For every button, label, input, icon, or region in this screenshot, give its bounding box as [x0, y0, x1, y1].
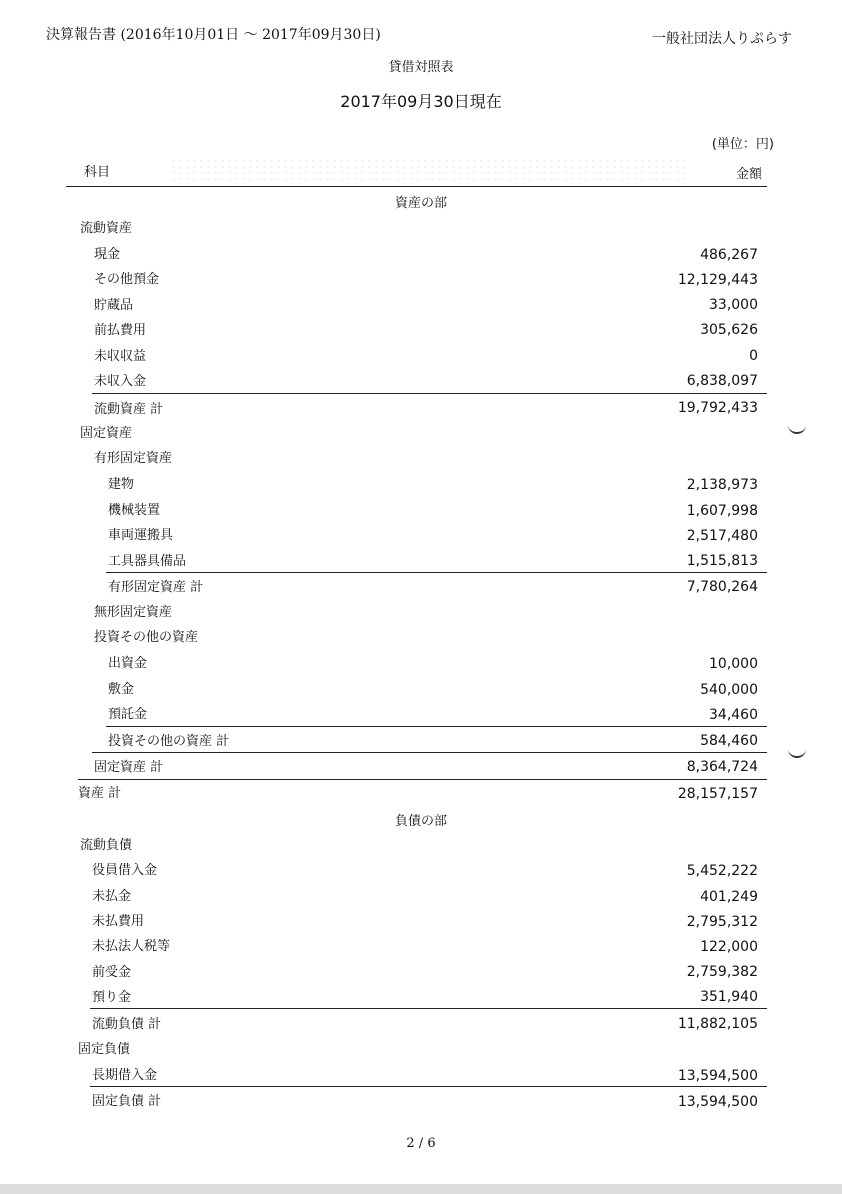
column-header-subject: 科目: [84, 165, 111, 180]
subtotal-rule: [106, 726, 767, 727]
page-number: 2 / 6: [406, 1136, 436, 1151]
row-amount: 28,157,157: [677, 786, 758, 802]
table-row: [0, 730, 842, 750]
row-label: 役員借入金: [92, 863, 158, 878]
table-row: [0, 652, 842, 672]
total-rule: [78, 779, 767, 780]
row-amount: 2,138,973: [686, 477, 758, 493]
row-label: 未収収益: [94, 349, 147, 364]
row-amount: 2,517,480: [686, 528, 758, 544]
row-label: 有形固定資産 計: [108, 580, 204, 595]
row-label: その他預金: [94, 272, 160, 287]
row-amount: 1,515,813: [686, 553, 758, 569]
table-row: [0, 268, 842, 288]
row-label: 建物: [108, 477, 135, 492]
row-amount: 33,000: [709, 297, 758, 313]
row-amount: 351,940: [700, 989, 758, 1005]
header-rule: [66, 186, 767, 187]
row-label: 流動負債 計: [92, 1017, 162, 1032]
table-row: [0, 217, 842, 237]
row-label: 前払費用: [94, 323, 147, 338]
section-liabilities: 負債の部: [394, 814, 447, 829]
row-amount: 13,594,500: [677, 1094, 758, 1110]
organization-name: 一般社団法人りぷらす: [652, 31, 792, 47]
table-row: [0, 345, 842, 365]
table-row: [0, 1013, 842, 1033]
row-label: 流動資産: [80, 221, 133, 236]
row-label: 出資金: [108, 656, 148, 671]
table-row: [0, 601, 842, 621]
row-label: 未払費用: [92, 914, 145, 929]
table-row: [0, 986, 842, 1006]
document-date: 2017年09月30日現在: [340, 92, 502, 111]
table-row: [0, 370, 842, 390]
table-row: [0, 243, 842, 263]
row-label: 未収入金: [94, 374, 147, 389]
row-amount: 1,607,998: [686, 503, 758, 519]
subtotal-rule: [90, 1008, 767, 1009]
table-row: [0, 1038, 842, 1058]
row-label: 未払金: [92, 889, 132, 904]
row-label: 貯蔵品: [94, 298, 134, 313]
row-amount: 5,452,222: [686, 863, 758, 879]
table-row: [0, 398, 842, 418]
row-amount: 12,129,443: [677, 272, 758, 288]
row-amount: 10,000: [709, 656, 758, 672]
row-amount: 7,780,264: [686, 579, 758, 595]
row-label: 固定負債 計: [92, 1094, 162, 1109]
row-amount: 19,792,433: [677, 400, 758, 416]
row-amount: 401,249: [700, 889, 758, 905]
table-row: [0, 859, 842, 879]
table-row: [0, 576, 842, 596]
table-row: [0, 319, 842, 339]
row-amount: 540,000: [700, 682, 758, 698]
row-label: 流動負債: [80, 838, 133, 853]
row-label: 固定負債: [78, 1042, 131, 1057]
row-label: 預託金: [108, 707, 148, 722]
row-amount: 122,000: [700, 939, 758, 955]
table-row: [0, 626, 842, 646]
table-row: [0, 703, 842, 723]
row-label: 未払法人税等: [92, 939, 171, 954]
row-label: 流動資産 計: [94, 402, 164, 417]
table-row: [0, 499, 842, 519]
row-label: 預り金: [92, 990, 132, 1005]
row-amount: 6,838,097: [686, 373, 758, 389]
table-row: [0, 834, 842, 854]
table-row: [0, 524, 842, 544]
row-label: 固定資産: [80, 426, 133, 441]
row-label: 資産 計: [78, 786, 122, 801]
unit-label: (単位：円): [711, 137, 774, 152]
row-amount: 0: [749, 348, 758, 364]
row-amount: 13,594,500: [677, 1068, 758, 1084]
viewer-bottom-bar: [0, 1184, 842, 1194]
row-amount: 34,460: [709, 707, 758, 723]
row-label: 無形固定資産: [94, 605, 173, 620]
table-row: [0, 935, 842, 955]
row-label: 工具器具備品: [108, 554, 187, 569]
table-row: [0, 473, 842, 493]
table-row: [0, 447, 842, 467]
row-amount: 8,364,724: [686, 759, 758, 775]
column-header-amount: 金額: [735, 167, 762, 182]
row-label: 投資その他の資産: [94, 630, 199, 645]
row-label: 長期借入金: [92, 1068, 158, 1083]
subtotal-rule: [92, 393, 767, 394]
row-amount: 584,460: [700, 733, 758, 749]
row-amount: 11,882,105: [677, 1016, 758, 1032]
subtotal-rule: [106, 572, 767, 573]
row-label: 敷金: [108, 682, 135, 697]
table-row: [0, 550, 842, 570]
table-row: [0, 678, 842, 698]
scan-noise: [170, 158, 690, 182]
row-label: 有形固定資産: [94, 451, 173, 466]
table-row: [0, 782, 842, 802]
row-label: 現金: [94, 247, 121, 262]
row-amount: 305,626: [700, 322, 758, 338]
table-row: [0, 910, 842, 930]
table-row: [0, 1064, 842, 1084]
subtotal-rule: [90, 1086, 767, 1087]
subtotal-rule: [92, 752, 767, 753]
row-amount: 2,795,312: [686, 914, 758, 930]
document-title: 貸借対照表: [388, 60, 454, 75]
table-row: [0, 1090, 842, 1110]
row-amount: 486,267: [700, 247, 758, 263]
row-label: 車両運搬具: [108, 528, 174, 543]
row-label: 固定資産 計: [94, 760, 164, 775]
row-label: 前受金: [92, 965, 132, 980]
table-row: [0, 961, 842, 981]
report-header-left: 決算報告書 (2016年10月01日 ～ 2017年09月30日): [46, 27, 381, 43]
row-label: 投資その他の資産 計: [108, 734, 230, 749]
row-label: 機械装置: [108, 503, 161, 518]
row-amount: 2,759,382: [686, 964, 758, 980]
table-row: [0, 756, 842, 776]
table-row: [0, 294, 842, 314]
table-row: [0, 885, 842, 905]
section-assets: 資産の部: [394, 196, 447, 211]
table-row: [0, 422, 842, 442]
